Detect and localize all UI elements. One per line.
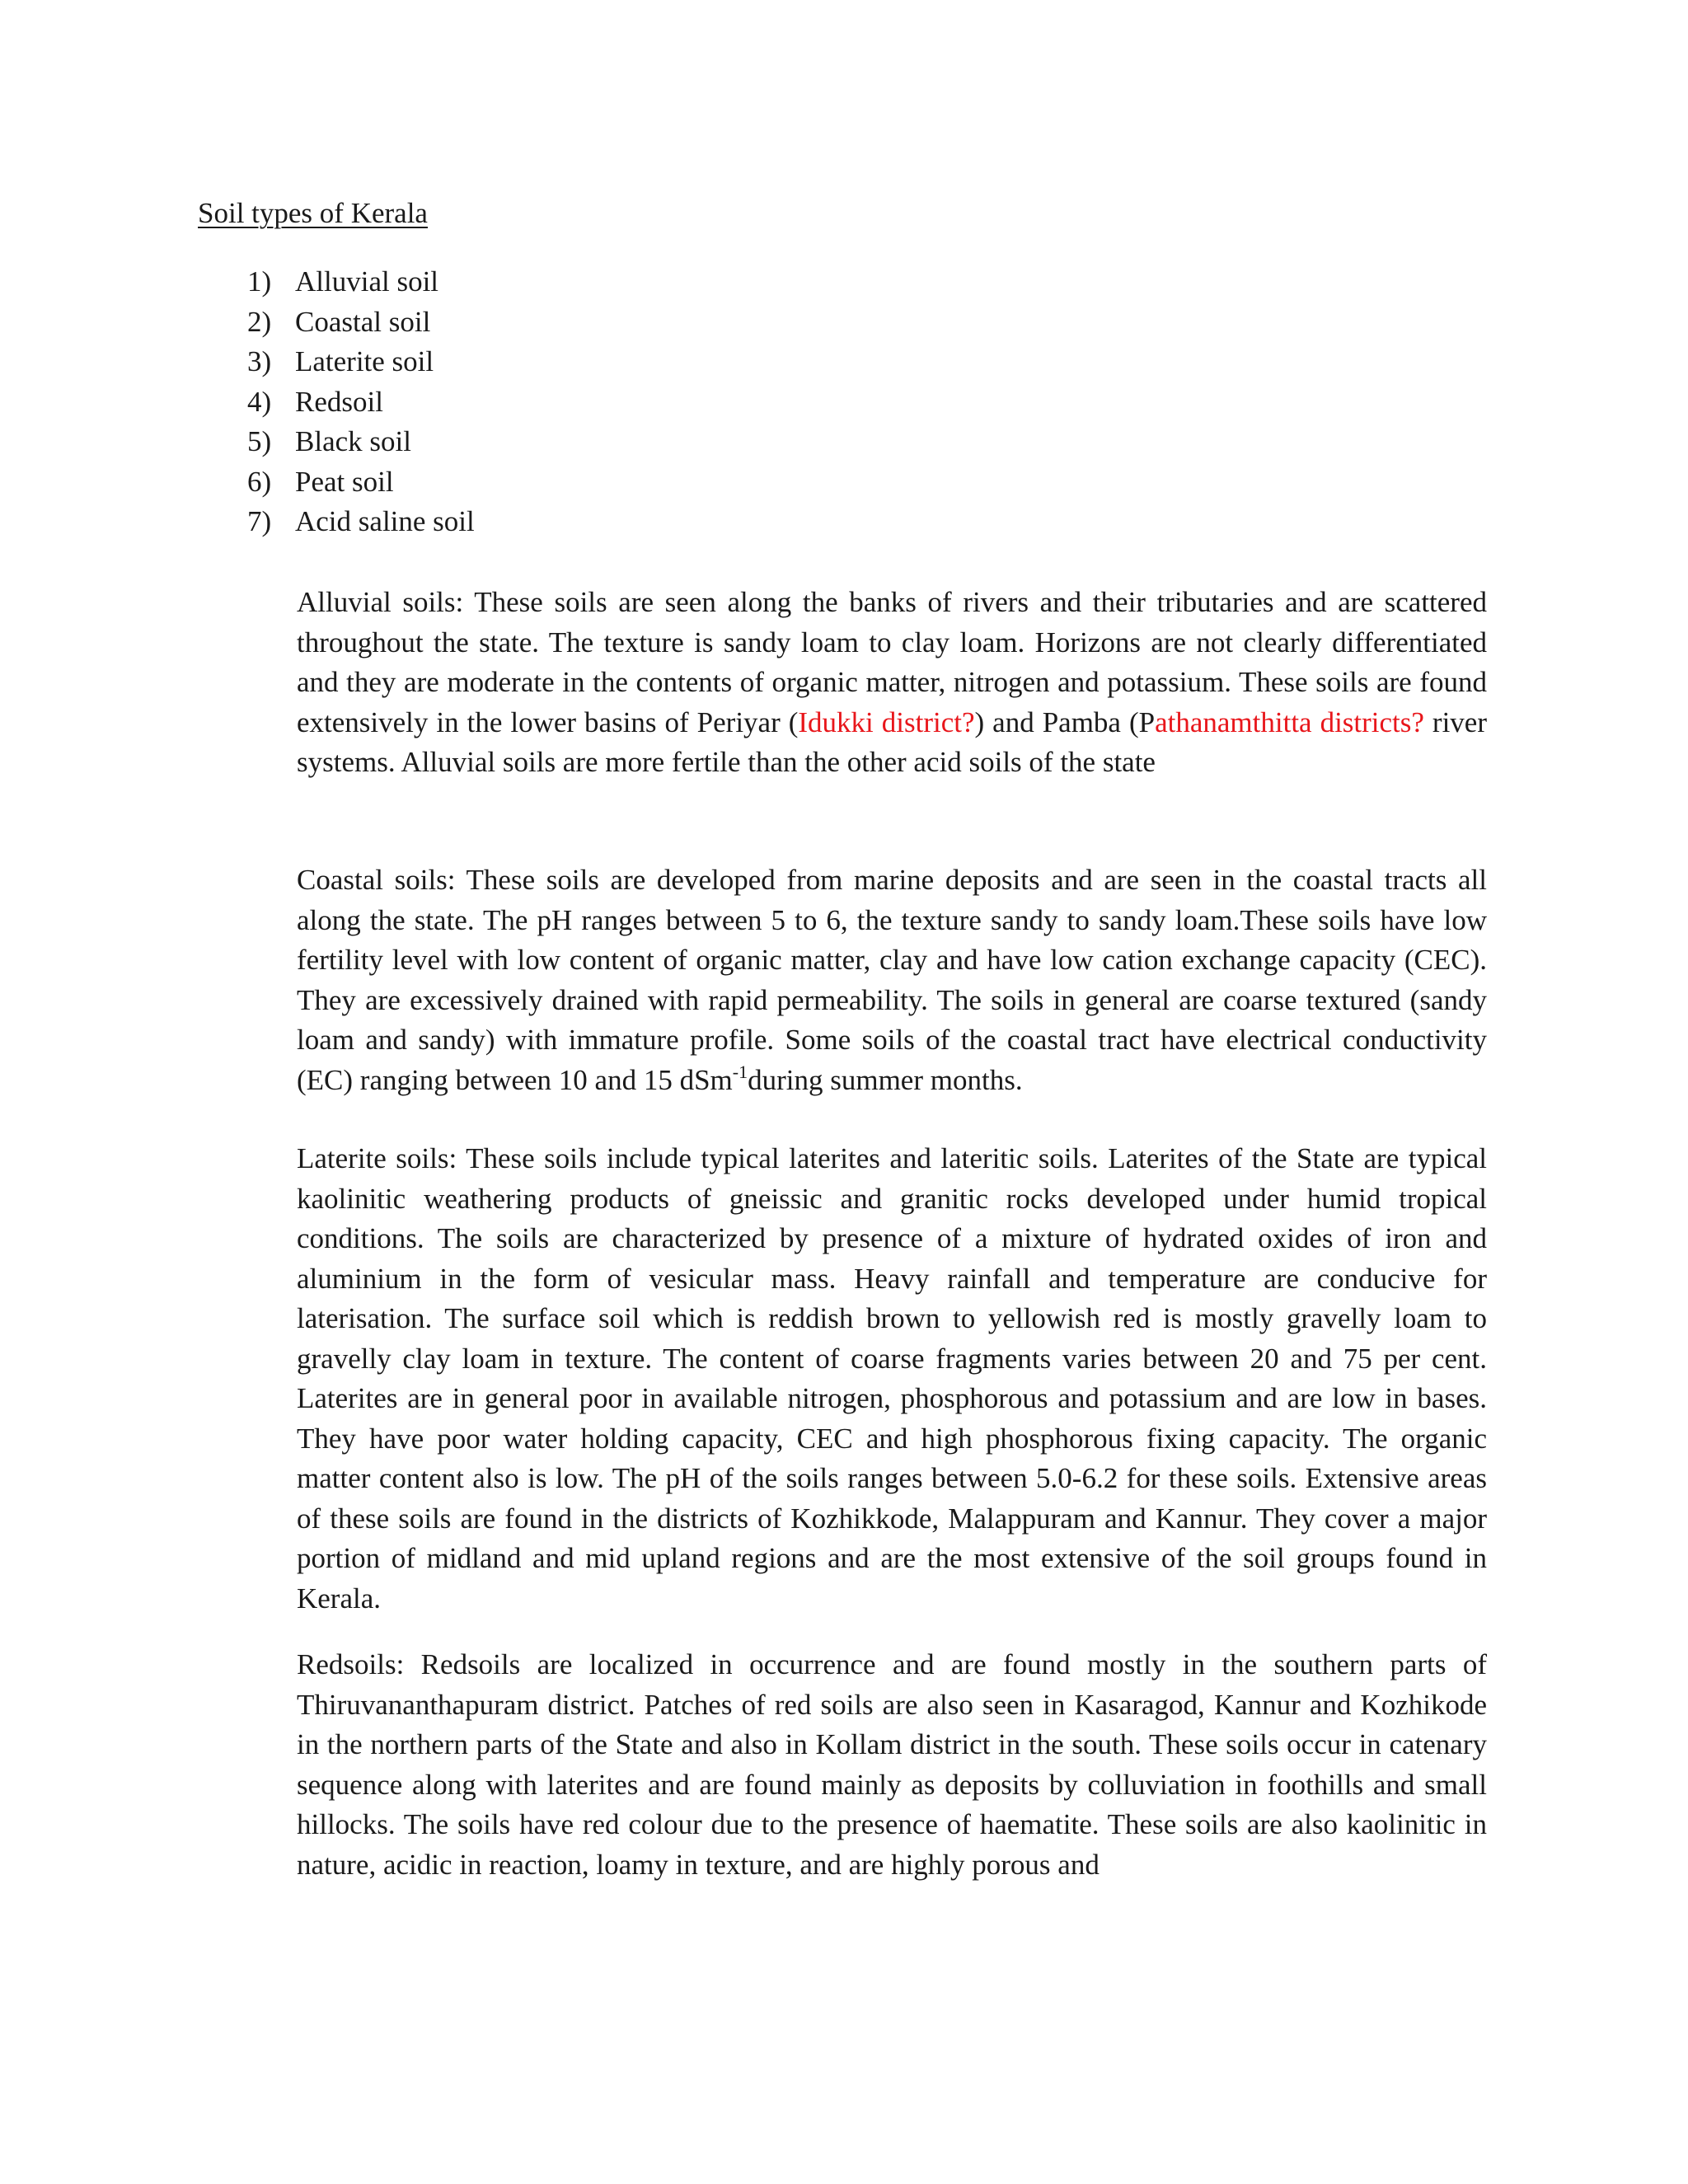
list-item [198, 302, 475, 343]
list-item-label: Laterite soil [295, 345, 434, 377]
list-item-label: Acid saline soil [295, 505, 475, 537]
list-number: 6) [247, 465, 272, 498]
list-item-label: Coastal soil [295, 305, 431, 338]
coastal-soil-paragraph [297, 860, 1487, 1100]
coastal-superscript: -1 [732, 1061, 748, 1082]
list-number: 7) [247, 505, 272, 537]
list-item-label: Peat soil [295, 465, 394, 498]
laterite-soil-paragraph: Laterite soils: These soils include typical laterites and lateritic soils. Laterites of the State are typical kaolinitic weathering products of gneissic and granitic rocks developed under humid tropical conditions. The soils are characterized by presence of a mixture of hydrated oxides of iron and aluminium in the form of vesicular mass. Heavy rainfall and temperature are conducive for laterisation. The surface soil which is reddish brown to yellowish red is mostly gravelly loam to gravelly clay loam in texture. The content of coarse fragments varies between 20 and 75 per cent. Laterites are in general poor in available nitrogen, phosphorous and potassium and are low in bases. They have poor water holding capacity, CEC and high phosphorous fixing capacity. The organic matter content also is low. The pH of the soils ranges between 5.0-6.2 for these soils. Extensive areas of these soils are found in the districts of Kozhikkode, Malappuram and Kannur. They cover a major portion of midland and mid upland regions and are the most extensive of the soil groups found in Kerala. [297, 1142, 1487, 1615]
list-item-label: Redsoil [295, 385, 383, 418]
list-number: 1) [247, 265, 272, 298]
list-number: 4) [247, 385, 272, 418]
list-item [198, 342, 475, 382]
list-item [198, 502, 475, 542]
soil-type-list [198, 262, 475, 542]
coastal-text-1: Coastal soils: These soils are developed from marine deposits and are seen in the coastal tracts all along the state. The pH ranges between 5 to 6, the texture sandy to sandy loam.These soils have low fertility level with low content of organic matter, clay and have low cation exchange capacity (CEC). They are excessively drained with rapid permeability. The soils in general are coarse textured (sandy loam and sandy) with immature profile. Some soils of the coastal tract have electrical conductivity (EC) ranging between 10 and 15 dSm [297, 864, 1487, 1096]
list-item [198, 462, 475, 503]
list-item [198, 382, 475, 423]
redsoil-paragraph: Redsoils: Redsoils are localized in occurrence and are found mostly in the southern parts of Thiruvananthapuram district. Patches of red soils are also seen in Kasaragod, Kannur and Kozhikode in the northern parts of the State and also in Kollam district in the south. These soils occur in catenary sequence along with laterites and are found mainly as deposits by colluviation in foothills and small hillocks. The soils have red colour due to the presence of haematite. These soils are also kaolinitic in nature, acidic in reaction, loamy in texture, and are highly porous and [297, 1648, 1487, 1881]
list-number: 5) [247, 425, 272, 457]
alluvial-note-idukki: Idukki district? [798, 705, 975, 738]
alluvial-text-3: river systems. Alluvial soils are more fertile than the other acid soils of the state [297, 705, 1487, 778]
alluvial-note-pathanamthitta: athanamthitta districts? [1155, 705, 1424, 738]
alluvial-soil-paragraph [297, 583, 1487, 783]
list-number: 3) [247, 345, 272, 377]
list-item-label: Black soil [295, 425, 411, 457]
list-item [198, 422, 475, 462]
list-number: 2) [247, 305, 272, 338]
alluvial-text-1: Alluvial soils: These soils are seen along the banks of rivers and their tributaries and are scattered throughout the state. The texture is sandy loam to clay loam. Horizons are not clearly differentiated and they are moderate in the contents of organic matter, nitrogen and potassium. These soils are found extensively in the lower basins of Periyar ( [297, 586, 1487, 738]
page-title: Soil types of Kerala [198, 197, 428, 229]
list-item [198, 262, 475, 302]
alluvial-text-2: ) and Pamba (P [974, 705, 1156, 738]
coastal-text-2: during summer months. [748, 1063, 1023, 1096]
list-item-label: Alluvial soil [295, 265, 439, 298]
